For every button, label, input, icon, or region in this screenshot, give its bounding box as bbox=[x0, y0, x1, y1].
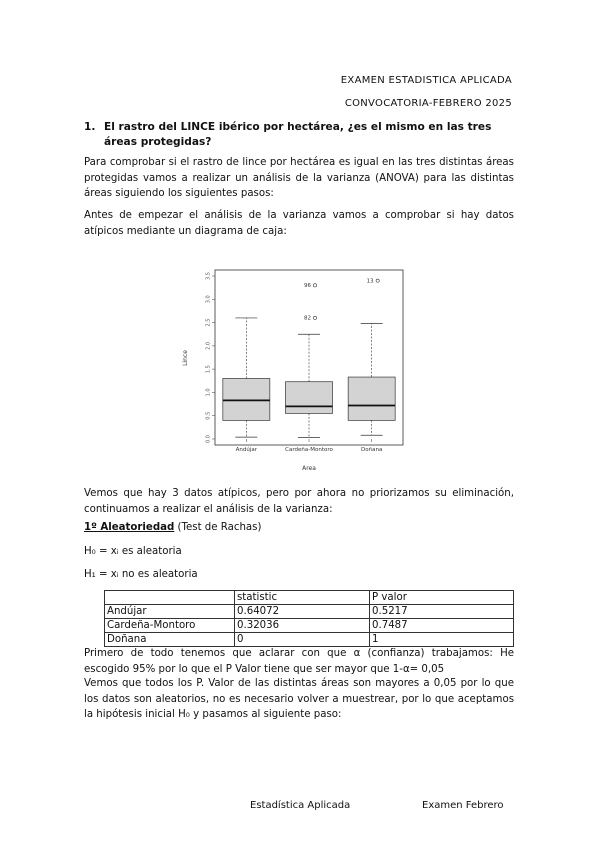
table-row bbox=[105, 619, 514, 633]
section-title: 1º Aleatoriedad bbox=[84, 522, 175, 533]
box bbox=[348, 377, 395, 420]
table-cell: Doñana bbox=[105, 633, 235, 647]
table-cell: 0.5217 bbox=[370, 605, 514, 619]
y-tick-label: 1.5 bbox=[205, 365, 212, 374]
boxplot-chart bbox=[175, 262, 415, 477]
table-row bbox=[105, 605, 514, 619]
y-tick-label: 0.0 bbox=[205, 435, 212, 443]
table-cell: 0.32036 bbox=[235, 619, 370, 633]
outlier-label: 13 bbox=[366, 278, 374, 285]
outlier-point bbox=[313, 284, 316, 287]
table-cell: 1 bbox=[370, 633, 514, 647]
question-number: 1. bbox=[84, 121, 96, 133]
y-tick-label: 3.5 bbox=[205, 272, 212, 280]
section-heading bbox=[84, 522, 261, 533]
table-cell: Cardeña-Montoro bbox=[105, 619, 235, 633]
y-tick-label: 0.5 bbox=[205, 411, 212, 420]
header-title: EXAMEN ESTADISTICA APLICADA bbox=[340, 75, 512, 86]
x-axis-label: Area bbox=[302, 465, 316, 472]
table-cell: Andújar bbox=[105, 605, 235, 619]
conclusion-paragraph: Vemos que todos los P. Valor de las distintas áreas son mayores a 0,05 por lo que los datos son aleatorios, no es necesario volver a muestrear, por lo que aceptamos la hipótesis inicial H₀ y pasamos al siguiente paso: bbox=[84, 678, 514, 720]
box bbox=[223, 378, 270, 420]
table-header-cell: P valor bbox=[370, 591, 514, 605]
footer-left: Estadística Aplicada bbox=[250, 800, 351, 811]
footer-right: Examen Febrero bbox=[422, 800, 504, 811]
x-tick-label: Andújar bbox=[235, 447, 258, 453]
table-header-row bbox=[105, 591, 514, 605]
hypothesis-h1: H₁ = xᵢ no es aleatoria bbox=[84, 569, 198, 580]
x-tick-label: Doñana bbox=[361, 447, 383, 453]
hypothesis-h0: H₀ = xᵢ es aleatoria bbox=[84, 546, 182, 557]
question-text: El rastro del LINCE ibérico por hectárea, ¿es el mismo en las tres áreas protegidas? bbox=[104, 121, 492, 148]
table-row bbox=[105, 633, 514, 647]
outlier-label: 96 bbox=[304, 283, 311, 290]
question bbox=[84, 120, 514, 150]
y-tick-label: 3.0 bbox=[205, 295, 212, 304]
section-subtitle: (Test de Rachas) bbox=[174, 522, 262, 533]
alpha-paragraph: Primero de todo tenemos que aclarar con que α (confianza) trabajamos: He escogido 95% por lo que el P Valor tiene que ser mayor que 1-α= 0,05 bbox=[84, 648, 514, 675]
y-tick-label: 1.0 bbox=[205, 388, 212, 397]
outlier-point bbox=[313, 316, 316, 319]
table-header-cell bbox=[105, 591, 235, 605]
table-cell: 0 bbox=[235, 633, 370, 647]
outlier-point bbox=[376, 279, 379, 282]
runs-test-table bbox=[104, 590, 514, 647]
header-session: CONVOCATORIA-FEBRERO 2025 bbox=[344, 98, 512, 109]
y-tick-label: 2.5 bbox=[205, 318, 212, 327]
x-tick-label: Cardeña-Montoro bbox=[285, 447, 333, 453]
y-tick-label: 2.0 bbox=[205, 341, 212, 350]
outlier-label: 82 bbox=[304, 315, 311, 322]
intro-paragraph: Para comprobar si el rastro de lince por hectárea es igual en las tres distintas áreas protegidas vamos a realizar un análisis de la varianza (ANOVA) para las distintas áreas siguiendo los siguientes pasos: bbox=[84, 157, 514, 199]
y-axis-label: Lince bbox=[182, 350, 189, 366]
pre-chart-paragraph: Antes de empezar el análisis de la varianza vamos a comprobar si hay datos atípicos mediante un diagrama de caja: bbox=[84, 210, 514, 237]
box bbox=[286, 382, 333, 414]
table-cell: 0.7487 bbox=[370, 619, 514, 633]
table-header-cell: statistic bbox=[235, 591, 370, 605]
table-cell: 0.64072 bbox=[235, 605, 370, 619]
post-chart-paragraph: Vemos que hay 3 datos atípicos, pero por ahora no priorizamos su eliminación, continuamos a realizar el análisis de la varianza: bbox=[84, 488, 514, 515]
